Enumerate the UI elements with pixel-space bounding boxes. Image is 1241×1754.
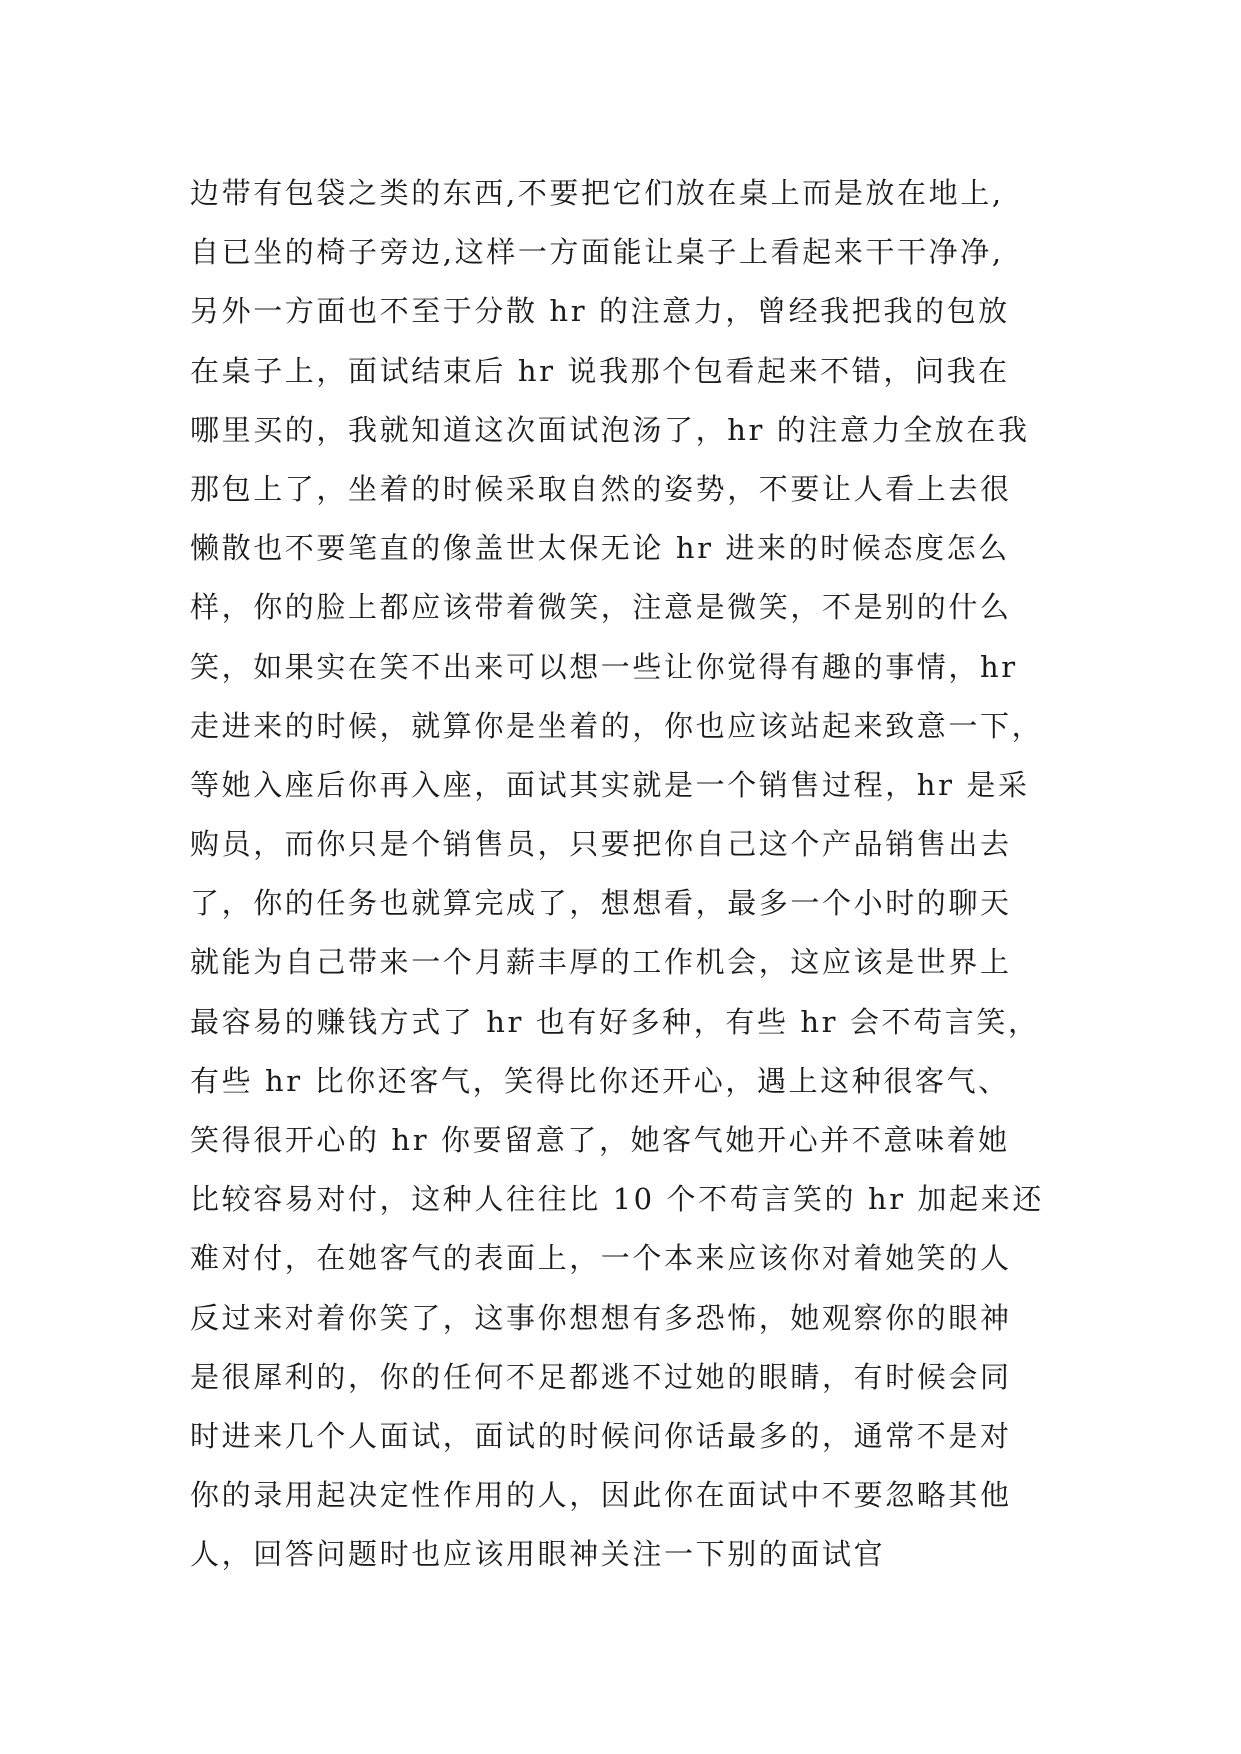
text-line: 走进来的时候，就算你是坐着的，你也应该站起来致意一下， [190,708,1044,743]
text-line: 就能为自己带来一个月薪丰厚的工作机会，这应该是世界上 [190,945,1012,980]
text-line: 哪里买的，我就知道这次面试泡汤了，hr 的注意力全放在我 [190,412,1030,447]
text-line: 是很犀利的，你的任何不足都逃不过她的眼睛，有时候会同 [190,1359,1012,1394]
text-line: 懒散也不要笔直的像盖世太保无论 hr 进来的时候态度怎么 [190,531,1010,566]
text-line: 购员，而你只是个销售员，只要把你自己这个产品销售出去 [190,827,1012,862]
body-text [190,164,1090,1585]
text-line: 你的录用起决定性作用的人，因此你在面试中不要忽略其他 [190,1478,1012,1513]
text-line: 样，你的脸上都应该带着微笑，注意是微笑，不是别的什么 [190,590,1012,625]
text-line: 笑得很开心的 hr 你要留意了，她客气她开心并不意味着她 [190,1123,1010,1157]
text-line: 那包上了，坐着的时候采取自然的姿势，不要让人看上去很 [190,471,1012,506]
text-line: 反过来对着你笑了，这事你想想有多恐怖，她观察你的眼神 [190,1300,1012,1335]
text-line: 等她入座后你再入座，面试其实就是一个销售过程，hr 是采 [190,767,1030,802]
text-line: 比较容易对付，这种人往往比 10 个不苟言笑的 hr 加起来还 [190,1182,1044,1217]
text-line: 难对付，在她客气的表面上，一个本来应该你对着她笑的人 [190,1241,1012,1276]
text-line: 人，回答问题时也应该用眼神关注一下别的面试官 [190,1537,886,1572]
text-line: 边带有包袋之类的东西,不要把它们放在桌上而是放在地上, [190,176,1004,210]
text-line: 自已坐的椅子旁边,这样一方面能让桌子上看起来干干净净, [190,235,1004,270]
text-line: 笑，如果实在笑不出来可以想一些让你觉得有趣的事情，hr [190,649,1018,684]
text-line: 另外一方面也不至于分散 hr 的注意力，曾经我把我的包放 [190,294,1010,329]
text-line: 时进来几个人面试，面试的时候问你话最多的，通常不是对 [190,1418,1012,1453]
text-line: 在桌子上，面试结束后 hr 说我那个包看起来不错，问我在 [190,353,1010,388]
text-line: 了，你的任务也就算完成了，想想看，最多一个小时的聊天 [190,886,1012,921]
text-line: 有些 hr 比你还客气，笑得比你还开心，遇上这种很客气、 [190,1063,1010,1098]
text-line: 最容易的赚钱方式了 hr 也有好多种，有些 hr 会不苟言笑， [190,1004,1040,1039]
